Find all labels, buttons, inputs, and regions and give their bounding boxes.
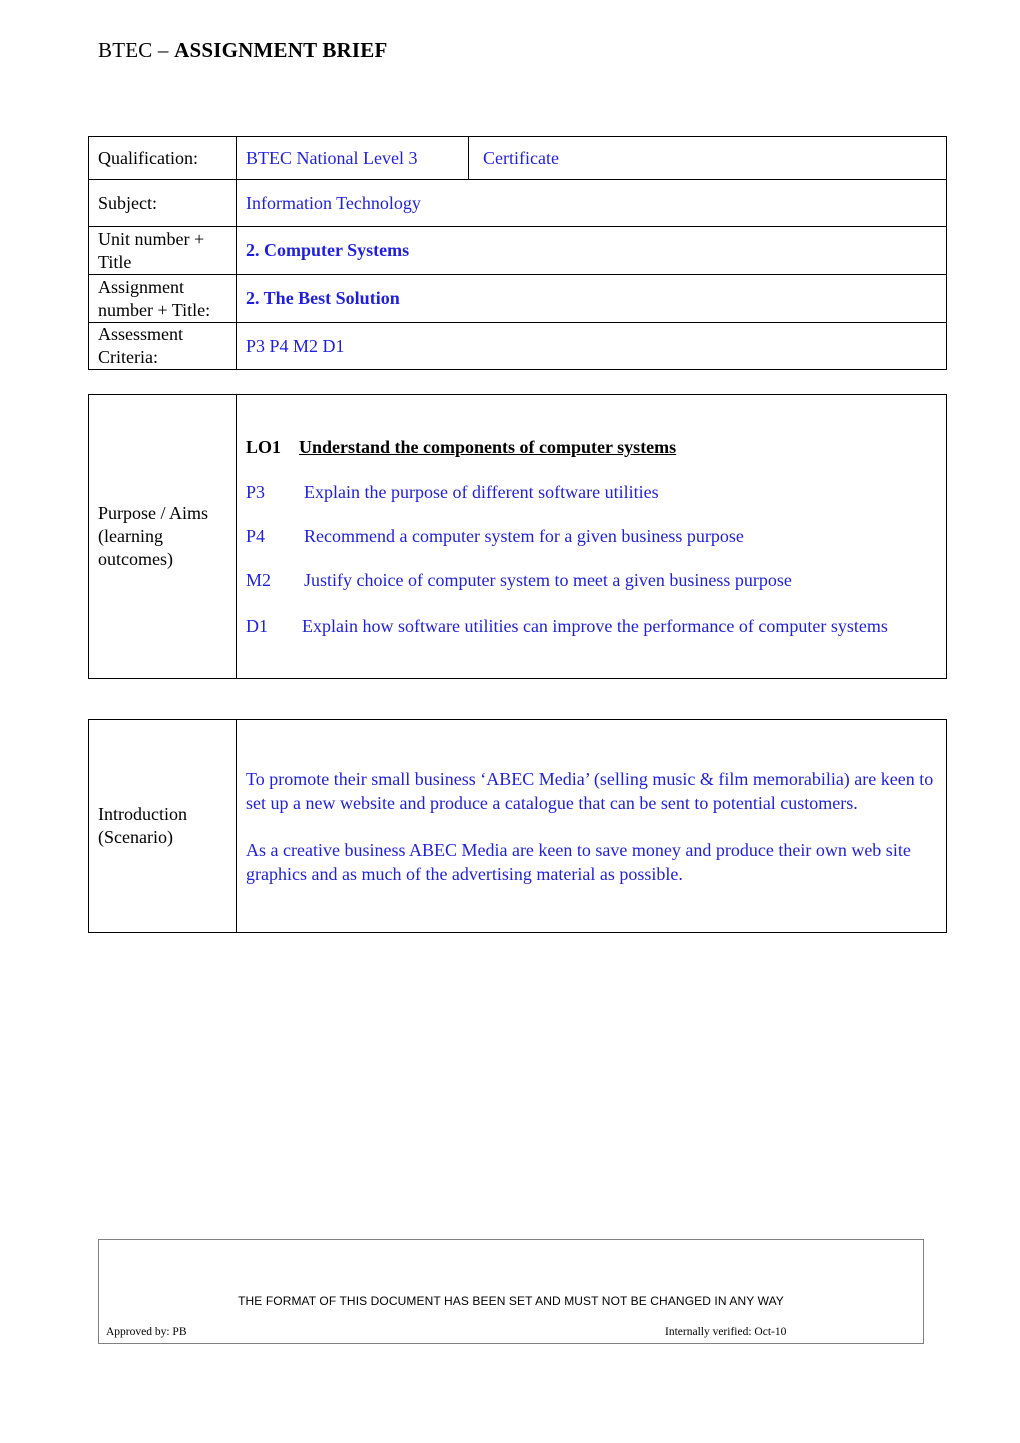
title-prefix: BTEC – xyxy=(98,38,175,62)
criterion-code: D1 xyxy=(246,616,268,636)
intro-paragraph: As a creative business ABEC Media are keen to save money and produce their own web site graphics and as much of the advertising material as possible. xyxy=(246,839,911,884)
criterion-code: P4 xyxy=(246,526,266,546)
unit-label: Unit number + Title xyxy=(89,227,237,275)
qualification-row xyxy=(89,137,947,180)
criterion-text: Justify choice of computer system to meet a given business purpose xyxy=(304,570,792,590)
unit-value: 2. Computer Systems xyxy=(237,227,947,275)
intro-label: Introduction (Scenario) xyxy=(89,720,237,933)
criterion-p3 xyxy=(246,482,937,503)
criteria-row xyxy=(89,323,947,370)
assignment-label: Assignment number + Title: xyxy=(89,275,237,323)
criterion-text: Explain how software utilities can improve the performance of computer systems xyxy=(302,616,888,636)
criterion-d1 xyxy=(246,614,937,638)
qualification-type: Certificate xyxy=(469,137,947,180)
subject-value: Information Technology xyxy=(237,180,947,227)
internally-verified: Internally verified: Oct-10 xyxy=(665,1326,787,1338)
approved-by: Approved by: PB xyxy=(106,1326,187,1338)
details-table xyxy=(88,136,947,370)
criterion-code: M2 xyxy=(246,570,272,590)
qualification-label: Qualification: xyxy=(89,137,237,180)
criterion-m2 xyxy=(246,570,937,591)
criterion-text: Recommend a computer system for a given business purpose xyxy=(304,526,744,546)
intro-content xyxy=(237,720,947,933)
criterion-code: P3 xyxy=(246,482,266,502)
criterion-text: Explain the purpose of different software utilities xyxy=(304,482,659,502)
unit-row xyxy=(89,227,947,275)
aims-label: Purpose / Aims (learning outcomes) xyxy=(89,395,237,679)
subject-row xyxy=(89,180,947,227)
criterion-p4 xyxy=(246,526,937,547)
criteria-value: P3 P4 M2 D1 xyxy=(237,323,947,370)
learning-outcome xyxy=(246,435,937,459)
aims-table xyxy=(88,394,947,679)
title-text: ASSIGNMENT BRIEF xyxy=(174,38,388,62)
assignment-row xyxy=(89,275,947,323)
lo-code: LO1 xyxy=(246,437,282,457)
assignment-value: 2. The Best Solution xyxy=(237,275,947,323)
qualification-value: BTEC National Level 3 xyxy=(237,137,469,180)
footer-box xyxy=(98,1239,924,1344)
criteria-label: Assessment Criteria: xyxy=(89,323,237,370)
aims-content xyxy=(237,395,947,679)
intro-paragraph: To promote their small business ‘ABEC Media’ (selling music & film memorabilia) are keen to set up a new website and produce a catalogue that can be sent to potential customers. xyxy=(246,768,934,813)
intro-table xyxy=(88,719,947,933)
footer-notice: THE FORMAT OF THIS DOCUMENT HAS BEEN SET AND MUST NOT BE CHANGED IN ANY WAY xyxy=(238,1294,784,1308)
page-title xyxy=(98,38,388,63)
lo-text: Understand the components of computer systems xyxy=(299,437,677,457)
subject-label: Subject: xyxy=(89,180,237,227)
